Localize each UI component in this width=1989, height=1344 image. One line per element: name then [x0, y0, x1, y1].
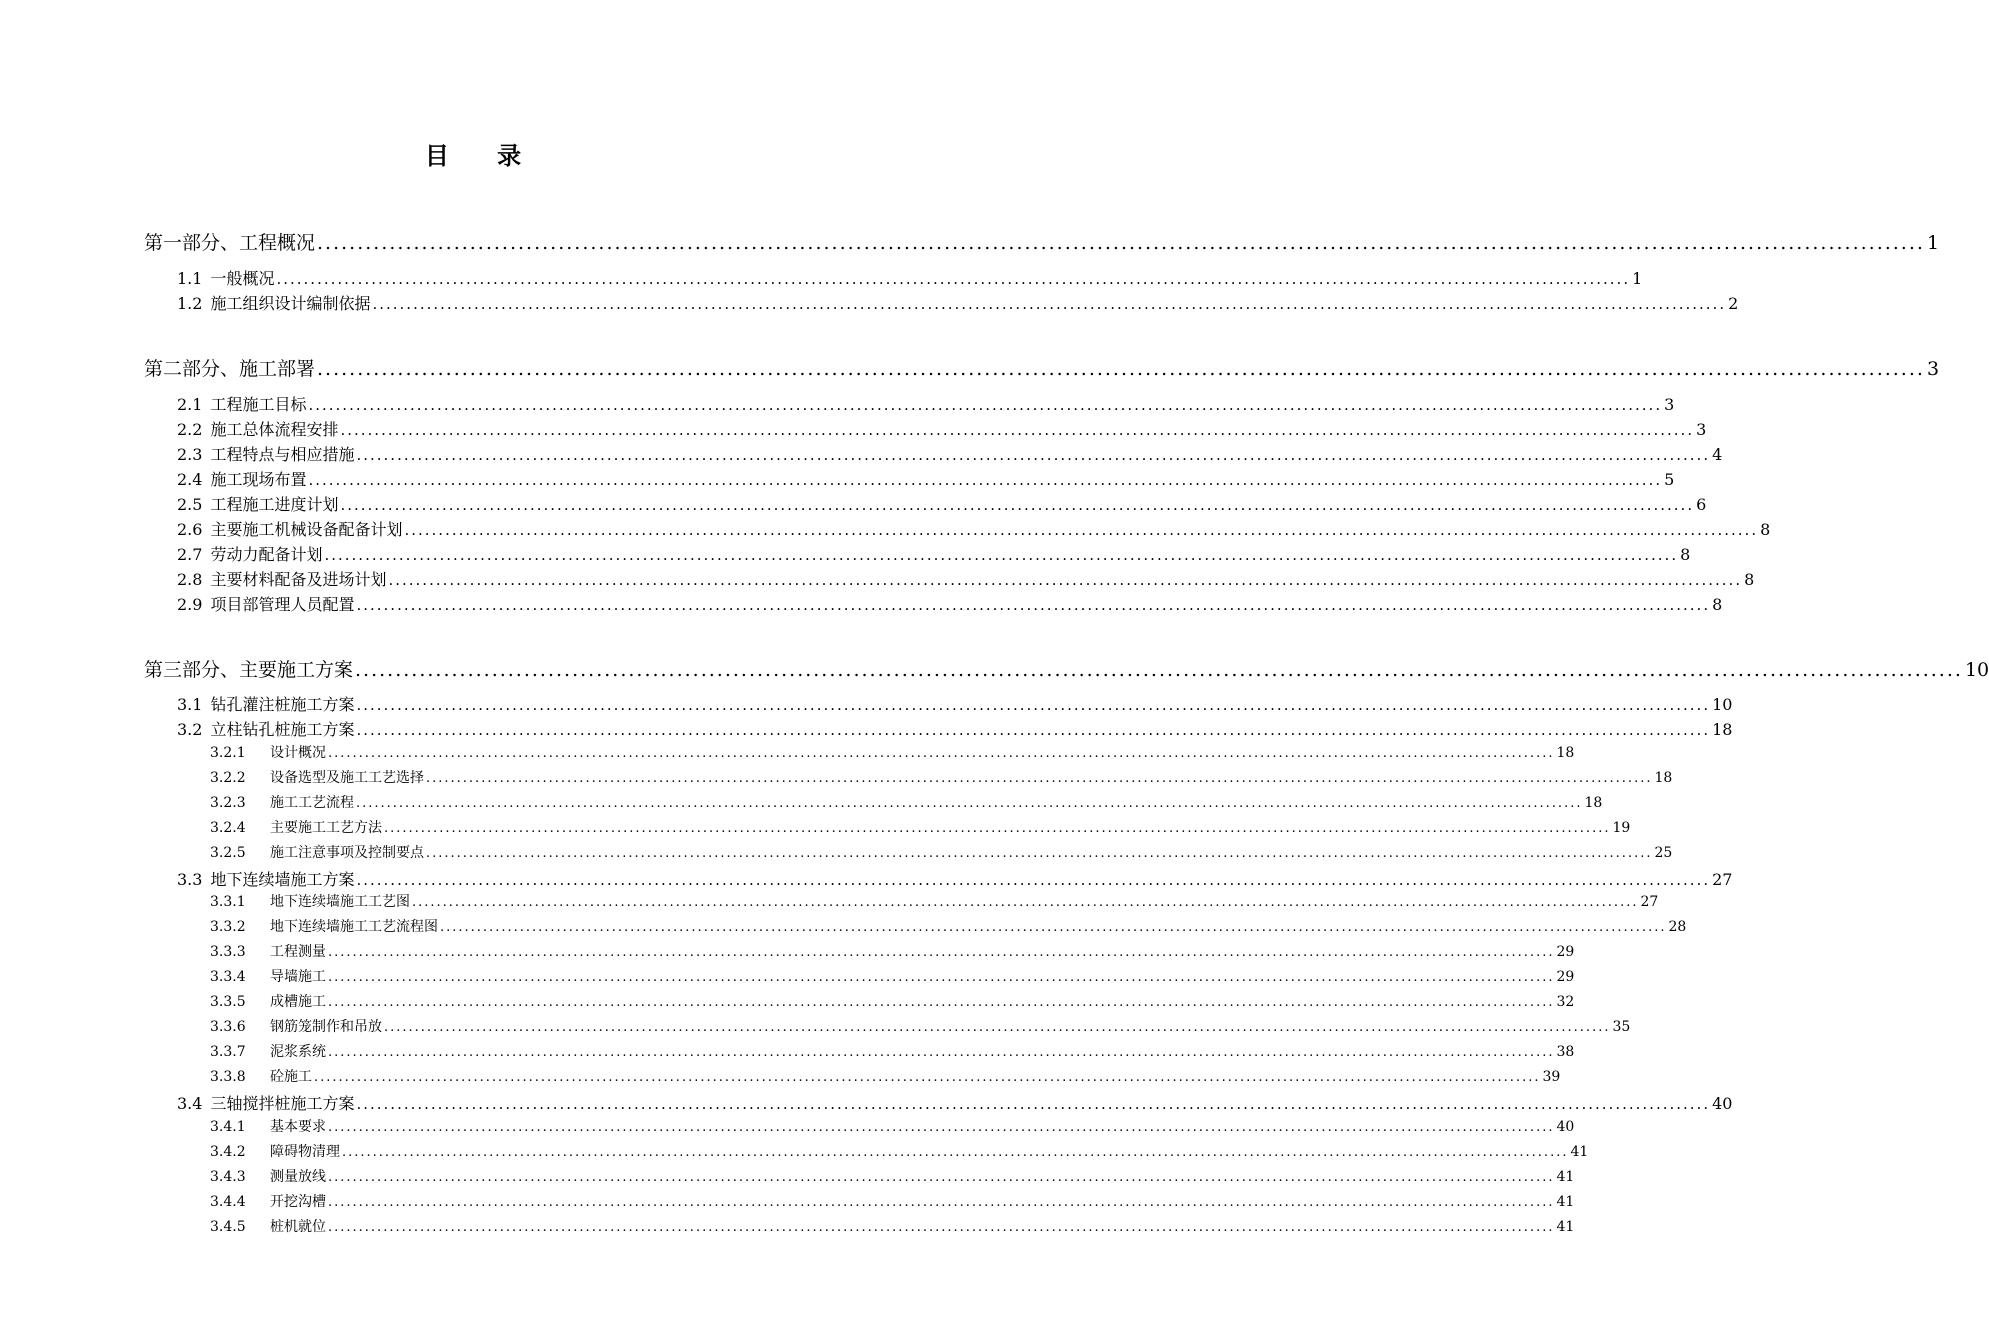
toc-entry-title: 设备选型及施工工艺选择: [270, 770, 424, 786]
toc-entry-number: 2.5: [177, 495, 203, 514]
toc-leader-dots: ........................................................................................................................................................................................................: [328, 1220, 1555, 1235]
toc-entry-number: 3.3.4: [210, 969, 246, 985]
toc-leader-dots: ........................................................................................................................................................................................................: [372, 295, 1727, 313]
toc-entry-title: 项目部管理人员配置: [210, 595, 355, 614]
toc-entry-page: 2: [1728, 294, 1739, 313]
toc-entry-title: 地下连续墙施工工艺流程图: [270, 919, 438, 935]
toc-entry-title: 工程施工进度计划: [210, 495, 339, 514]
toc-entry-title: 砼施工: [270, 1069, 312, 1085]
toc-entry-page: 38: [1556, 1044, 1575, 1060]
toc-entry-page: 25: [1654, 845, 1673, 861]
toc-entry-page: 10: [1964, 659, 1989, 681]
toc-entry[interactable]: [210, 1116, 1575, 1136]
toc-entry-title: 第一部分、工程概况: [144, 232, 316, 254]
toc-entry[interactable]: [210, 1016, 1631, 1036]
toc-entry[interactable]: [210, 1066, 1561, 1086]
toc-entry-title: 主要施工机械设备配备计划: [210, 520, 403, 539]
toc-entry-number: 2.4: [177, 470, 203, 489]
page-title: 目 录: [424, 141, 542, 170]
toc-entry[interactable]: [210, 991, 1575, 1011]
toc-entry-number: 3.3.6: [210, 1019, 246, 1035]
toc-leader-dots: ........................................................................................................................................................................................................: [404, 521, 1759, 539]
toc-entry[interactable]: [144, 354, 1940, 381]
toc-entry[interactable]: [177, 291, 1739, 314]
toc-entry[interactable]: [210, 1141, 1589, 1161]
toc-leader-dots: ........................................................................................................................................................................................................: [356, 1095, 1711, 1113]
toc-entry-number: 3.3: [177, 870, 203, 889]
toc-entry-page: 27: [1640, 894, 1659, 910]
toc-entry[interactable]: [177, 442, 1723, 465]
toc-entry-title: 地下连续墙施工工艺图: [270, 894, 410, 910]
toc-entry-page: 19: [1612, 820, 1631, 836]
toc-entry[interactable]: [177, 392, 1675, 415]
toc-entry-title: 障碍物清理: [270, 1144, 340, 1160]
toc-entry[interactable]: [210, 1216, 1575, 1236]
toc-entry-page: 18: [1654, 770, 1673, 786]
toc-entry-page: 28: [1668, 919, 1687, 935]
toc-entry-number: 3.3.7: [210, 1044, 246, 1060]
toc-entry-number: 3.3.3: [210, 944, 246, 960]
toc-entry-title: 工程施工目标: [210, 395, 307, 414]
toc-entry[interactable]: [177, 692, 1733, 715]
toc-entry-number: 3.1: [177, 695, 203, 714]
toc-leader-dots: ........................................................................................................................................................................................................: [328, 1120, 1555, 1135]
toc-entry-page: 5: [1664, 470, 1675, 489]
toc-entry-page: 41: [1556, 1219, 1575, 1235]
toc-entry-page: 39: [1542, 1069, 1561, 1085]
toc-entry-page: 18: [1712, 720, 1733, 739]
toc-entry-number: 3.4.3: [210, 1169, 246, 1185]
toc-entry-title: 导墙施工: [270, 969, 326, 985]
toc-entry-number: 3.2.5: [210, 845, 246, 861]
toc-entry[interactable]: [210, 842, 1673, 862]
toc-entry-page: 6: [1696, 495, 1707, 514]
toc-entry[interactable]: [177, 467, 1675, 490]
toc-entry-number: 3.3.8: [210, 1069, 246, 1085]
toc-leader-dots: ........................................................................................................................................................................................................: [308, 471, 1663, 489]
toc-entry-title: 一般概况: [210, 269, 275, 288]
toc-leader-dots: ........................................................................................................................................................................................................: [340, 421, 1695, 439]
toc-entry-title: 桩机就位: [270, 1219, 326, 1235]
toc-entry[interactable]: [177, 492, 1707, 515]
toc-entry-number: 3.2.4: [210, 820, 246, 836]
toc-entry-page: 8: [1712, 595, 1723, 614]
toc-entry-title: 施工注意事项及控制要点: [270, 845, 424, 861]
toc-leader-dots: ........................................................................................................................................................................................................: [356, 446, 1711, 464]
toc-entry[interactable]: [210, 1191, 1575, 1211]
toc-entry[interactable]: [144, 655, 1989, 682]
toc-entry[interactable]: [144, 228, 1940, 255]
toc-entry[interactable]: [177, 867, 1733, 890]
toc-entry-number: 2.2: [177, 420, 203, 439]
toc-entry-title: 施工现场布置: [210, 470, 307, 489]
toc-entry-number: 3.3.2: [210, 919, 246, 935]
toc-leader-dots: ........................................................................................................................................................................................................: [356, 721, 1711, 739]
toc-entry-page: 41: [1570, 1144, 1589, 1160]
toc-leader-dots: ........................................................................................................................................................................................................: [328, 1195, 1555, 1210]
toc-entry-title: 钻孔灌注桩施工方案: [210, 695, 355, 714]
toc-leader-dots: ........................................................................................................................................................................................................: [317, 232, 1925, 254]
toc-leader-dots: ........................................................................................................................................................................................................: [308, 396, 1663, 414]
toc-entry-title: 成槽施工: [270, 994, 326, 1010]
toc-entry[interactable]: [177, 567, 1755, 590]
toc-entry-title: 施工工艺流程: [270, 795, 354, 811]
toc-leader-dots: ........................................................................................................................................................................................................: [324, 546, 1679, 564]
toc-entry-number: 3.2.1: [210, 745, 246, 761]
toc-entry[interactable]: [177, 517, 1771, 540]
toc-entry[interactable]: [210, 817, 1631, 837]
toc-entry-title: 泥浆系统: [270, 1044, 326, 1060]
toc-leader-dots: ........................................................................................................................................................................................................: [314, 1070, 1541, 1085]
toc-entry-title: 劳动力配备计划: [210, 545, 323, 564]
toc-entry-number: 2.9: [177, 595, 203, 614]
toc-entry-page: 32: [1556, 994, 1575, 1010]
toc-entry[interactable]: [210, 767, 1673, 787]
toc-entry-page: 29: [1556, 969, 1575, 985]
toc-leader-dots: ........................................................................................................................................................................................................: [384, 821, 1611, 836]
toc-entry-number: 2.7: [177, 545, 203, 564]
toc-leader-dots: ........................................................................................................................................................................................................: [356, 871, 1711, 889]
toc-leader-dots: ........................................................................................................................................................................................................: [328, 1170, 1555, 1185]
toc-entry[interactable]: [210, 1166, 1575, 1186]
toc-entry-number: 3.3.5: [210, 994, 246, 1010]
toc-entry-page: 1: [1632, 269, 1643, 288]
toc-entry[interactable]: [177, 717, 1733, 740]
toc-leader-dots: ........................................................................................................................................................................................................: [355, 659, 1963, 681]
toc-entry-number: 3.4: [177, 1094, 203, 1113]
toc-entry-page: 8: [1760, 520, 1771, 539]
toc-entry-number: 3.2.2: [210, 770, 246, 786]
toc-leader-dots: ........................................................................................................................................................................................................: [426, 771, 1653, 786]
toc-entry-title: 基本要求: [270, 1119, 326, 1135]
toc-entry[interactable]: [210, 742, 1575, 762]
toc-leader-dots: ........................................................................................................................................................................................................: [328, 945, 1555, 960]
toc-entry-title: 测量放线: [270, 1169, 326, 1185]
toc-entry-page: 3: [1664, 395, 1675, 414]
toc-leader-dots: ........................................................................................................................................................................................................: [356, 696, 1711, 714]
toc-entry-number: 3.3.1: [210, 894, 246, 910]
toc-entry-title: 第二部分、施工部署: [144, 358, 316, 380]
toc-entry-title: 施工总体流程安排: [210, 420, 339, 439]
toc-entry[interactable]: [177, 266, 1643, 289]
toc-entry[interactable]: [210, 891, 1659, 911]
toc-entry-page: 40: [1712, 1094, 1733, 1113]
toc-entry-page: 8: [1680, 545, 1691, 564]
toc-entry[interactable]: [177, 417, 1707, 440]
toc-leader-dots: ........................................................................................................................................................................................................: [384, 1020, 1611, 1035]
toc-entry-page: 3: [1926, 358, 1940, 380]
toc-entry[interactable]: [177, 592, 1723, 615]
toc-entry-page: 18: [1584, 795, 1603, 811]
toc-entry-page: 8: [1744, 570, 1755, 589]
toc-leader-dots: ........................................................................................................................................................................................................: [356, 796, 1583, 811]
toc-leader-dots: ........................................................................................................................................................................................................: [356, 596, 1711, 614]
toc-entry-title: 第三部分、主要施工方案: [144, 659, 354, 681]
toc-entry[interactable]: [210, 966, 1575, 986]
toc-leader-dots: ........................................................................................................................................................................................................: [328, 995, 1555, 1010]
toc-leader-dots: ........................................................................................................................................................................................................: [317, 358, 1925, 380]
toc-entry-title: 主要材料配备及进场计划: [210, 570, 387, 589]
toc-entry-number: 2.8: [177, 570, 203, 589]
toc-leader-dots: ........................................................................................................................................................................................................: [328, 746, 1555, 761]
toc-entry-page: 18: [1556, 745, 1575, 761]
toc-entry-title: 主要施工工艺方法: [270, 820, 382, 836]
toc-entry-title: 立柱钻孔桩施工方案: [210, 720, 355, 739]
toc-entry-page: 41: [1556, 1194, 1575, 1210]
toc-entry-page: 29: [1556, 944, 1575, 960]
toc-entry-page: 41: [1556, 1169, 1575, 1185]
toc-entry-title: 施工组织设计编制依据: [210, 294, 371, 313]
toc-entry-page: 27: [1712, 870, 1733, 889]
toc-leader-dots: ........................................................................................................................................................................................................: [276, 270, 1631, 288]
toc-entry-number: 3.4.5: [210, 1219, 246, 1235]
toc-entry-number: 3.2.3: [210, 795, 246, 811]
toc-entry-page: 40: [1556, 1119, 1575, 1135]
toc-leader-dots: ........................................................................................................................................................................................................: [340, 496, 1695, 514]
toc-entry-number: 3.4.4: [210, 1194, 246, 1210]
toc-entry[interactable]: [210, 792, 1603, 812]
toc-entry-page: 10: [1712, 695, 1733, 714]
toc-entry-number: 3.4.1: [210, 1119, 246, 1135]
toc-leader-dots: ........................................................................................................................................................................................................: [426, 846, 1653, 861]
toc-entry-title: 钢筋笼制作和吊放: [270, 1019, 382, 1035]
toc-entry-number: 2.1: [177, 395, 203, 414]
toc-entry-title: 开挖沟槽: [270, 1194, 326, 1210]
toc-leader-dots: ........................................................................................................................................................................................................: [388, 571, 1743, 589]
toc-entry-title: 地下连续墙施工方案: [210, 870, 355, 889]
toc-entry-number: 2.3: [177, 445, 203, 464]
toc-entry-page: 3: [1696, 420, 1707, 439]
toc-entry[interactable]: [177, 542, 1691, 565]
toc-leader-dots: ........................................................................................................................................................................................................: [328, 1045, 1555, 1060]
toc-leader-dots: ........................................................................................................................................................................................................: [412, 895, 1639, 910]
toc-leader-dots: ........................................................................................................................................................................................................: [342, 1145, 1569, 1160]
toc-entry-title: 工程测量: [270, 944, 326, 960]
toc-entry[interactable]: [210, 1041, 1575, 1061]
toc-entry-page: 1: [1926, 232, 1940, 254]
toc-entry-number: 1.1: [177, 269, 203, 288]
toc-entry-number: 2.6: [177, 520, 203, 539]
toc-leader-dots: ........................................................................................................................................................................................................: [440, 920, 1667, 935]
toc-entry-title: 三轴搅拌桩施工方案: [210, 1094, 355, 1113]
toc-entry[interactable]: [210, 941, 1575, 961]
toc-entry-page: 4: [1712, 445, 1723, 464]
toc-entry-title: 工程特点与相应措施: [210, 445, 355, 464]
toc-entry-number: 3.4.2: [210, 1144, 246, 1160]
toc-entry-page: 35: [1612, 1019, 1631, 1035]
toc-entry-number: 1.2: [177, 294, 203, 313]
toc-entry[interactable]: [177, 1091, 1733, 1114]
toc-entry-title: 设计概况: [270, 745, 326, 761]
toc-entry-number: 3.2: [177, 720, 203, 739]
toc-leader-dots: ........................................................................................................................................................................................................: [328, 970, 1555, 985]
toc-entry[interactable]: [210, 916, 1687, 936]
